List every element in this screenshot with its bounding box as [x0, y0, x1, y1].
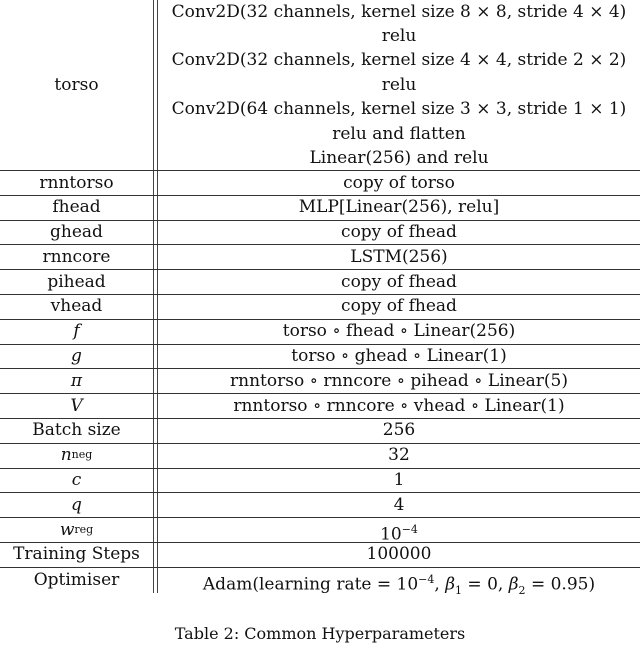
row-value: 4 — [393, 494, 405, 515]
value-exponent: −4 — [401, 523, 418, 537]
torso-layer-line: Conv2D(32 channels, kernel size 8 × 8, stride 4 × 4) — [171, 1, 627, 22]
label-symbol: w — [59, 519, 75, 540]
torso-layer-line: relu and flatten — [332, 123, 466, 144]
row-value: 1 — [393, 470, 405, 491]
row-label: Batch size — [32, 420, 121, 441]
row-label: f — [73, 321, 80, 342]
table-row — [0, 245, 640, 270]
row-label: q — [71, 494, 82, 515]
label-symbol: n — [60, 445, 72, 466]
row-label: g — [71, 346, 82, 367]
optimiser-text: Adam(learning rate = 10 — [202, 574, 419, 595]
table-row — [0, 518, 640, 543]
table-row-torso — [0, 0, 640, 171]
row-value-torso — [158, 0, 640, 170]
beta-symbol: β — [445, 574, 456, 595]
row-label: Training Steps — [13, 544, 140, 565]
table-row — [0, 295, 640, 320]
table-row — [0, 221, 640, 246]
row-value: 100000 — [366, 544, 432, 565]
table-row — [0, 493, 640, 518]
row-value: 256 — [382, 420, 416, 441]
row-value: copy of fhead — [341, 271, 457, 292]
row-value: rnntorso ∘ rnncore ∘ pihead ∘ Linear(5) — [230, 370, 568, 391]
label-subscript: reg — [74, 522, 94, 536]
row-label: c — [71, 470, 82, 491]
row-label — [0, 518, 153, 542]
row-value: copy of fhead — [341, 222, 457, 243]
beta-subscript: 2 — [518, 583, 526, 597]
torso-layer-line: Conv2D(32 channels, kernel size 4 × 4, stride 2 × 2) — [171, 50, 627, 71]
row-value: LSTM(256) — [350, 246, 448, 267]
table-row — [0, 419, 640, 444]
value-base: 10 — [380, 524, 402, 545]
row-value: copy of fhead — [341, 296, 457, 317]
optimiser-text: = 0, — [462, 574, 509, 595]
table-row — [0, 345, 640, 370]
torso-layer-line: Linear(256) and relu — [309, 147, 489, 168]
optimiser-text: , — [434, 574, 446, 595]
row-label: fhead — [52, 197, 101, 218]
beta-symbol: β — [508, 574, 519, 595]
row-value: rnntorso ∘ rnncore ∘ vhead ∘ Linear(1) — [233, 395, 565, 416]
table-row — [0, 196, 640, 221]
row-value: 32 — [388, 445, 410, 466]
row-label: torso — [54, 75, 99, 95]
table-row — [0, 543, 640, 568]
row-label: rnncore — [42, 246, 111, 267]
row-value: MLP[Linear(256), relu] — [298, 197, 500, 218]
value-exponent: −4 — [418, 572, 435, 586]
row-value: torso ∘ fhead ∘ Linear(256) — [282, 321, 516, 342]
row-value — [158, 568, 640, 597]
row-label: π — [70, 370, 83, 391]
row-label: Optimiser — [33, 569, 120, 590]
row-label: rnntorso — [39, 172, 114, 193]
row-label: vhead — [50, 296, 103, 317]
table-row — [0, 369, 640, 394]
row-label: pihead — [47, 271, 106, 292]
torso-layer-line: Conv2D(64 channels, kernel size 3 × 3, stride 1 × 1) — [171, 99, 627, 120]
table-row — [0, 171, 640, 196]
beta-subscript: 1 — [455, 583, 463, 597]
table-row — [0, 568, 640, 597]
torso-layer-line: relu — [381, 26, 417, 47]
row-value — [158, 518, 640, 545]
label-subscript: neg — [71, 448, 93, 462]
row-label — [0, 444, 153, 468]
table-row — [0, 270, 640, 295]
table-row — [0, 320, 640, 345]
table-row — [0, 469, 640, 494]
table-row — [0, 444, 640, 469]
row-value: torso ∘ ghead ∘ Linear(1) — [291, 346, 507, 367]
optimiser-text: = 0.95) — [525, 574, 596, 595]
table-row — [0, 394, 640, 419]
torso-layer-line: relu — [381, 74, 417, 95]
row-label: ghead — [50, 222, 103, 243]
row-value: copy of torso — [343, 172, 455, 193]
table-caption: Table 2: Common Hyperparameters — [174, 624, 466, 643]
row-label: V — [70, 395, 83, 416]
